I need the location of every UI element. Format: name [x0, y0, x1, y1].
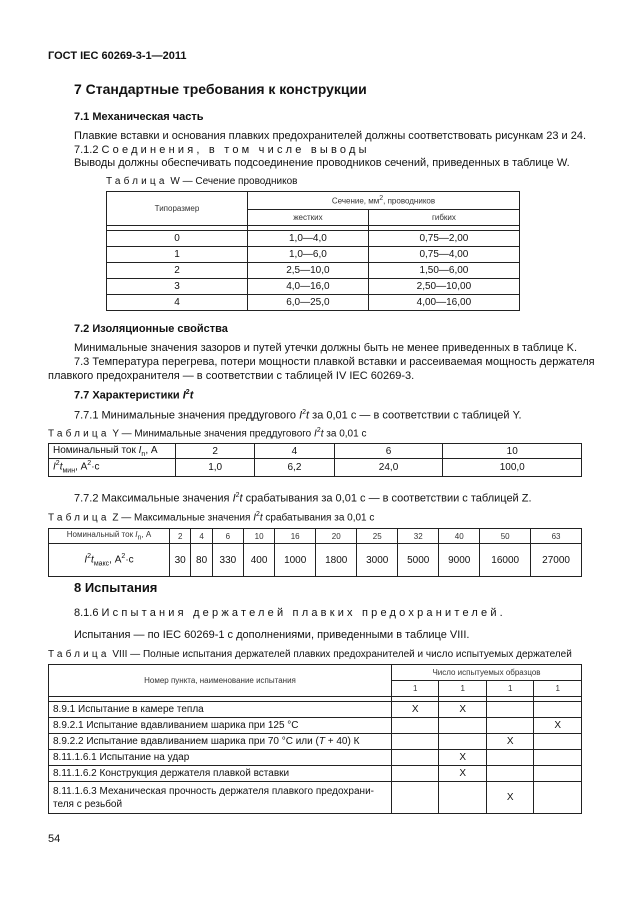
- table-row: 8.9.2.1 Испытание вдавливанием шарика при 125 °С X: [49, 718, 582, 734]
- table-row: 8.9.2.2 Испытание вдавливанием шарика при 70 °С или (T + 40) К X: [49, 734, 582, 750]
- subsection-7-1-title: 7.1 Механическая часть: [74, 111, 204, 123]
- table-z-caption: Таблица Z — Максимальные значения $I^2t$ срабатывания за 0,01 с: [48, 511, 375, 524]
- table-row: 1 1,0—6,0 0,75—4,00: [107, 247, 520, 263]
- table-viii-col-item: Номер пункта, наименование испытания: [49, 665, 392, 697]
- table-w-col-flexible: гибких: [368, 210, 519, 226]
- table-y-value-label: $I^2t_{мин}$, $А^2\cdot с$: [49, 459, 176, 477]
- table-w-col-rigid: жестких: [248, 210, 369, 226]
- paragraph-8-1-6-heading: 8.1.6 Испытания держателей плавких предохранителей.: [74, 607, 506, 619]
- mark: X: [506, 736, 514, 747]
- clause-title: Соединения, в том числе выводы: [101, 144, 370, 156]
- table-row: 2 2,5—10,0 1,50—6,00: [107, 263, 520, 279]
- mark: X: [459, 752, 467, 763]
- paragraph-7-1: Плавкие вставки и основания плавких предохранителей должны соответствовать рисункам 23 и 24.: [74, 130, 587, 142]
- paragraph-8-1-6-text: Испытания — по IEC 60269-1 с дополнениями, приведенными в таблице VIII.: [74, 629, 470, 641]
- table-row: 0 1,0—4,0 0,75—2,00: [107, 231, 520, 247]
- mark: X: [411, 704, 419, 715]
- mark: X: [506, 792, 514, 803]
- table-row: 4 6,0—25,0 4,00—16,00: [107, 295, 520, 311]
- paragraph-7-3-line1: 7.3 Температура перегрева, потери мощности плавкой вставки и рассеиваемая мощность держателя: [74, 356, 595, 368]
- mark: X: [459, 704, 467, 715]
- paragraph-7-1-2-text: Выводы должны обеспечивать подсоединение проводников сечений, приведенных в таблице W.: [74, 157, 570, 169]
- paragraph-7-7-1: 7.7.1 Минимальные значения преддугового $I^2t$ за 0,01 с — в соответствии с таблицей Y.: [74, 409, 522, 422]
- table-z-value-label: $I^2t_{макс}$, $А^2\cdot с$: [49, 544, 170, 577]
- table-y: Номинальный ток $I_n$, А 2 4 6 10 $I^2t_{мин}$, $А^2\cdot с$ 1,0 6,2 24,0 100,0: [48, 443, 582, 477]
- table-viii: Номер пункта, наименование испытания Число испытуемых образцов 1 1 1 1 8.9.1 Испытание в камере тепла X X 8.9.2.1 Испытание вдавливанием шарика при 125 °С X 8.9.2.2 Испытание вдавливанием шарика при 70 °С или (T + 40) К X 8.11.1.6.1 Испытание на удар X 8.11.1.6.2 Конструкция держателя плавкой вставки X 8.11.1.6.3 Механическая прочность держателя плавкого предохрани- теля с резьбой X: [48, 664, 582, 814]
- page-number: 54: [48, 833, 61, 845]
- clause-number: 7.1.2: [74, 144, 99, 156]
- table-viii-caption: Таблица VIII — Полные испытания держателей плавких предохранителей и число испытуемых держателей: [48, 649, 572, 660]
- table-z: Номинальный ток $I_n$, А 2 4 6 10 16 20 25 32 40 50 63 $I^2t_{макс}$, $А^2\cdot с$ 30 80 330 400 1000 1800 3000 5000 9000 16000 27000: [48, 528, 582, 577]
- table-row: 8.11.1.6.3 Механическая прочность держателя плавкого предохрани- теля с резьбой X: [49, 782, 582, 814]
- paragraph-7-7-2: 7.7.2 Максимальные значения $I^2t$ срабатывания за 0,01 с — в соответствии с таблицей Z.: [74, 492, 532, 505]
- table-row: 8.9.1 Испытание в камере тепла X X: [49, 702, 582, 718]
- paragraph-7-2: Минимальные значения зазоров и путей утечки должны быть не менее приведенных в таблице K.: [74, 342, 578, 354]
- subsection-7-7-title: 7.7 Характеристики $I^2t$: [74, 389, 194, 402]
- table-viii-group-header: Число испытуемых образцов: [392, 665, 582, 681]
- table-y-current-label: Номинальный ток $I_n$, А: [49, 444, 176, 459]
- table-w-caption: [106, 176, 297, 187]
- section-7-title: 7 Стандартные требования к конструкции: [74, 81, 367, 97]
- table-y-caption: Таблица Y — Минимальные значения преддугового $I^2t$ за 0,01 с: [48, 427, 367, 440]
- mark: X: [554, 720, 562, 731]
- table-row: 8.11.1.6.2 Конструкция держателя плавкой вставки X: [49, 766, 582, 782]
- table-w-col-size: Типоразмер: [107, 192, 248, 226]
- paragraph-7-3-line2: плавкого предохранителя — в соответствии с таблицей IV IEC 60269-3.: [48, 370, 415, 382]
- document-header: ГОСТ IEC 60269-3-1—2011: [48, 50, 187, 62]
- table-w-group-header: Сечение, $мм^2$, проводников: [248, 192, 520, 210]
- table-row: 8.11.1.6.1 Испытание на удар X: [49, 750, 582, 766]
- subsection-7-2-title: 7.2 Изоляционные свойства: [74, 323, 228, 335]
- mark: X: [459, 768, 467, 779]
- table-z-current-label: Номинальный ток $I_n$, А: [49, 529, 170, 544]
- paragraph-7-1-2-heading: [74, 143, 370, 157]
- caption-text: W — Сечение проводников: [170, 176, 298, 187]
- table-w: [106, 191, 520, 311]
- caption-label: Таблица: [106, 176, 168, 187]
- table-row: 3 4,0—16,0 2,50—10,00: [107, 279, 520, 295]
- section-8-title: 8 Испытания: [74, 580, 158, 595]
